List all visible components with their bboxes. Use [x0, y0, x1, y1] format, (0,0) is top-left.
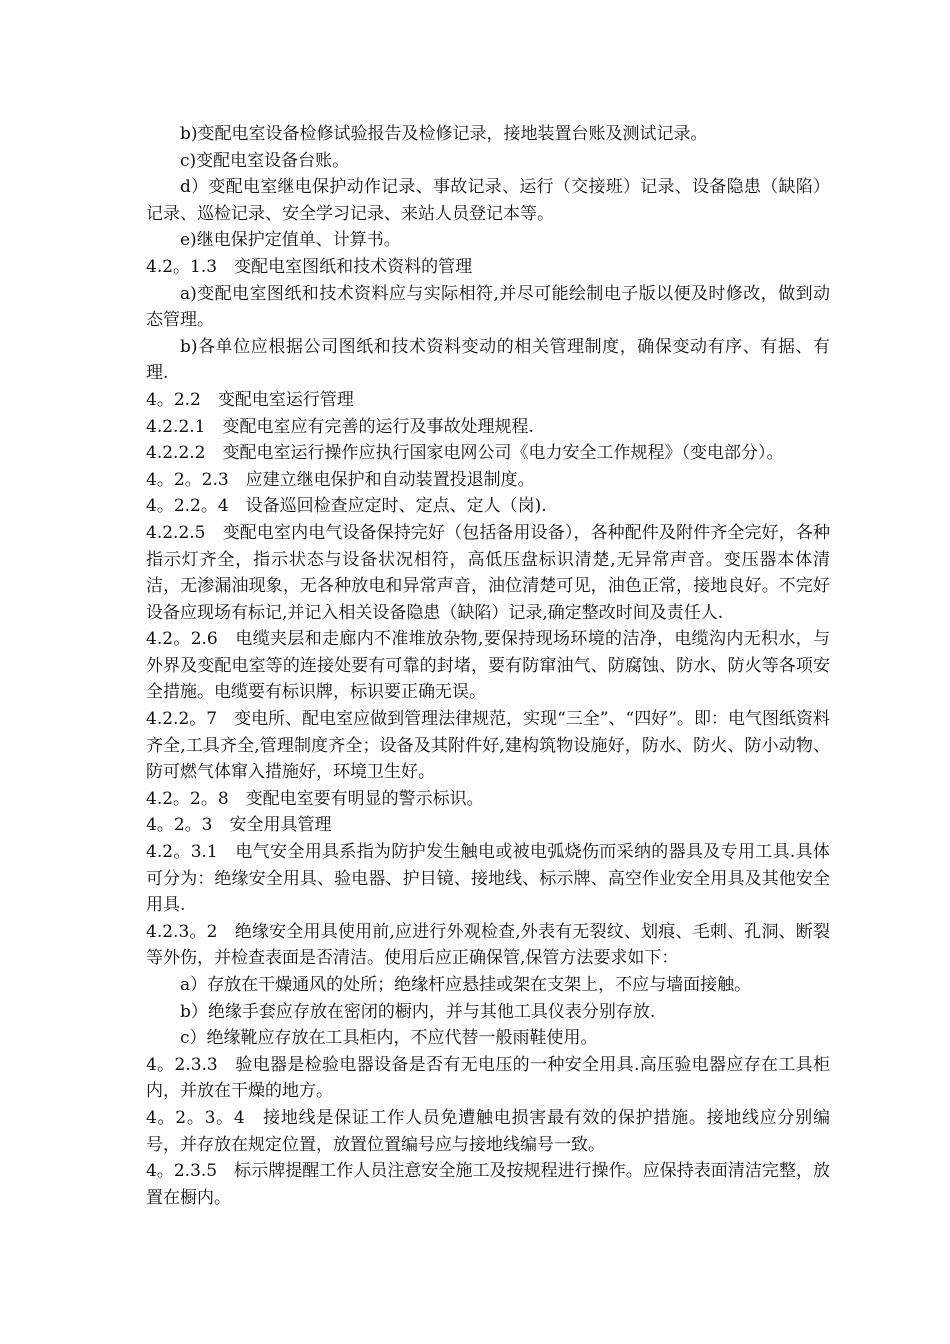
- clause: 4。2.3.3 验电器是检验电器设备是否有无电压的一种安全用具.高压验电器应存在工具柜内，并放在干燥的地方。: [146, 1054, 830, 1102]
- section-heading: 4。2.2 变配电室运行管理: [146, 389, 354, 410]
- section-heading: 4。2。3 安全用具管理: [146, 815, 332, 836]
- clause: 4。2。3。4 接地线是保证工作人员免遭触电损害最有效的保护措施。接地线应分别编号，并存放在规定位置，放置位置编号应与接地线编号一致。: [146, 1107, 830, 1155]
- clause: 4.2.2。7 变电所、配电室应做到管理法律规范，实现“三全”、“四好”。即：电气图纸资料齐全,工具齐全,管理制度齐全；设备及其附件好,建构筑物设施好，防水、防火、防小动物、防可燃气体窜入措施好，环境卫生好。: [146, 709, 830, 783]
- paragraph: e)继电保护定值单、计算书。: [180, 230, 401, 251]
- clause: 4.2。3.1 电气安全用具系指为防护发生触电或被电弧烧伤而采纳的器具及专用工具.具体可分为：绝缘安全用具、验电器、护目镜、接地线、标示牌、高空作业安全用具及其他安全用具.: [146, 842, 830, 916]
- clause: 4。2。2.3 应建立继电保护和自动装置投退制度。: [146, 469, 535, 490]
- paragraph: a)变配电室图纸和技术资料应与实际相符,并尽可能绘制电子版以便及时修改，做到动态管理。: [146, 283, 830, 331]
- paragraph: c)变配电室设备台账。: [180, 150, 350, 171]
- clause: 4。2.2。4 设备巡回检查应定时、定点、定人（岗).: [146, 496, 547, 517]
- clause: 4.2.2.5 变配电室内电气设备保持完好（包括备用设备），各种配件及附件齐全完好，各种指示灯齐全，指示状态与设备状况相符，高低压盘标识清楚,无异常声音。变压器本体清洁，无渗漏油现象，无各种放电和异常声音，油位清楚可见，油色正常，接地良好。不完好设备应现场有标记,并记入相关设备隐患（缺陷）记录,确定整改时间及责任人.: [146, 522, 830, 623]
- clause: 4.2。2。8 变配电室要有明显的警示标识。: [146, 788, 484, 809]
- clause: 4.2.2.1 变配电室应有完善的运行及事故处理规程.: [146, 416, 534, 437]
- clause: 4.2.3。2 绝缘安全用具使用前,应进行外观检查,外表有无裂纹、划痕、毛刺、孔洞、断裂等外伤，并检查表面是否清洁。使用后应正确保管,保管方法要求如下：: [146, 921, 830, 969]
- clause: 4.2。2.6 电缆夹层和走廊内不准堆放杂物,要保持现场环境的洁净，电缆沟内无积水，与外界及变配电室等的连接处要有可靠的封堵，要有防窜油气、防腐蚀、防水、防火等各项安全措施。电缆要有标识牌，标识要正确无误。: [146, 629, 830, 703]
- section-heading: 4.2。1.3 变配电室图纸和技术资料的管理: [146, 256, 473, 277]
- clause: 4。2.3.5 标示牌提醒工作人员注意安全施工及按规程进行操作。应保持表面清洁完整，放置在橱内。: [146, 1161, 830, 1208]
- paragraph: d）变配电室继电保护动作记录、事故记录、运行（交接班）记录、设备隐患（缺陷）记录、巡检记录、安全学习记录、来站人员登记本等。: [146, 177, 830, 224]
- paragraph: b)变配电室设备检修试验报告及检修记录，接地装置台账及测试记录。: [180, 124, 708, 144]
- list-item: b）绝缘手套应存放在密闭的橱内，并与其他工具仪表分别存放.: [180, 1001, 656, 1022]
- document-page: [146, 121, 830, 1211]
- list-item: c）绝缘靴应存放在工具柜内，不应代替一般雨鞋使用。: [180, 1028, 598, 1049]
- list-item: a）存放在干燥通风的处所；绝缘杆应悬挂或架在支架上，不应与墙面接触。: [180, 975, 752, 995]
- paragraph: b)各单位应根据公司图纸和技术资料变动的相关管理制度，确保变动有序、有据、有理.: [146, 336, 830, 384]
- clause: 4.2.2.2 变配电室运行操作应执行国家电网公司《电力安全工作规程》（变电部分）。: [146, 443, 784, 464]
